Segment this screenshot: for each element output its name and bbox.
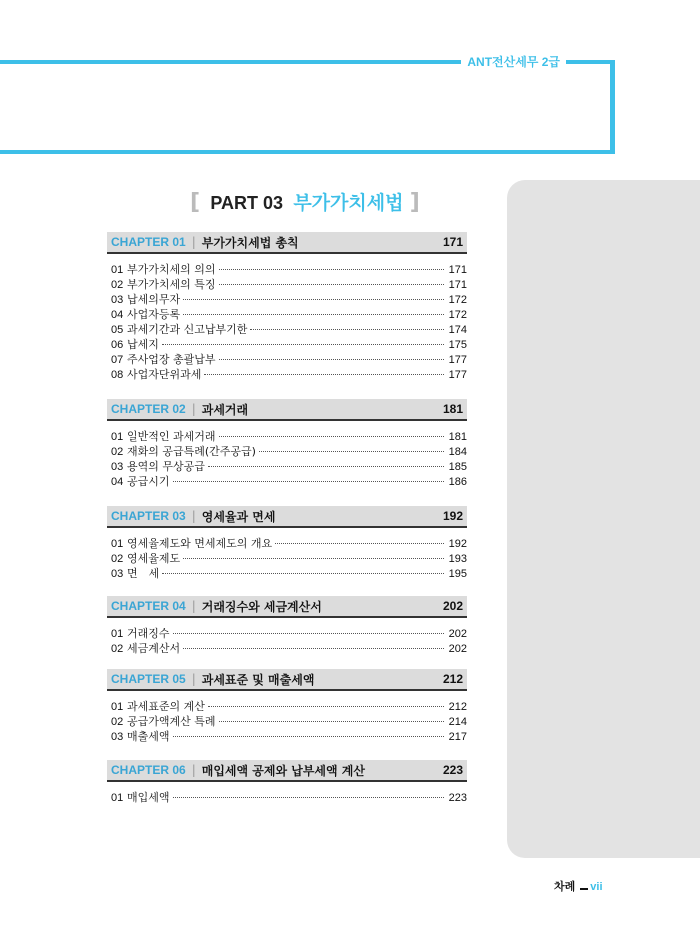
entry-page: 172 [448,294,467,306]
dot-leader [173,481,444,482]
entry-page: 193 [448,553,467,565]
toc-entry[interactable] [107,321,467,336]
footer-label: 차례 [554,880,576,893]
chapter-header[interactable] [107,760,467,782]
entry-page: 171 [448,279,467,291]
entry-number: 01 [111,538,124,550]
dot-leader [173,633,444,634]
chapter-label: CHAPTER 04 [111,599,186,613]
entry-page: 202 [448,628,467,640]
toc-entry[interactable] [107,291,467,306]
entry-page: 212 [448,701,467,713]
chapter-label: CHAPTER 03 [111,509,186,523]
entry-title: 주사업장 총괄납부 [127,353,216,366]
chapter-label: CHAPTER 02 [111,402,186,416]
dot-leader [250,329,444,330]
entry-page: 177 [448,354,467,366]
entry-title: 매출세액 [127,730,170,743]
entry-title: 매입세액 [127,791,170,804]
entry-page: 217 [448,731,467,743]
chapter-page: 171 [442,235,463,249]
part-name: 부가가치세법 [293,192,404,214]
toc-entry[interactable] [107,443,467,458]
entry-title: 부가가치세의 의의 [127,263,216,276]
entry-title: 과세기간과 신고납부기한 [127,323,248,336]
chapter-header[interactable] [107,669,467,691]
chapter-label: CHAPTER 06 [111,763,186,777]
dot-leader [173,797,444,798]
part-label: PART 03 [210,193,284,213]
chapter-separator: | [191,509,196,523]
dot-leader [183,314,444,315]
dot-leader [183,299,444,300]
toc-entry[interactable] [107,473,467,488]
chapter-06 [107,760,467,804]
toc-entry[interactable] [107,261,467,276]
entry-number: 03 [111,461,124,473]
chapter-separator: | [191,672,196,686]
entry-number: 02 [111,553,124,565]
entry-title: 용역의 무상공급 [127,460,205,473]
entry-title: 영세율제도와 면세제도의 개요 [127,537,273,550]
entry-title: 영세율제도 [127,552,181,565]
page-footer [554,878,603,894]
entry-number: 04 [111,309,124,321]
part-title [190,188,420,215]
chapter-separator: | [191,763,196,777]
entry-number: 03 [111,568,124,580]
entry-page: 171 [448,264,467,276]
toc-entry[interactable] [107,640,467,655]
entry-number: 07 [111,354,124,366]
dot-leader [204,374,444,375]
entry-page: 185 [448,461,467,473]
chapter-header[interactable] [107,506,467,528]
dot-leader [219,284,444,285]
entry-number: 06 [111,339,124,351]
toc-entry[interactable] [107,550,467,565]
entry-title: 면 세 [127,567,160,580]
dot-leader [208,466,444,467]
dot-leader [183,648,444,649]
entry-title: 과세표준의 계산 [127,700,205,713]
entry-page: 223 [448,792,467,804]
entry-title: 사업자단위과세 [127,368,202,381]
entry-title: 거래징수 [127,627,170,640]
dot-leader [219,721,444,722]
dot-leader [219,436,444,437]
entry-page: 214 [448,716,467,728]
entry-number: 02 [111,716,124,728]
chapter-page: 223 [442,763,463,777]
dot-leader [275,543,444,544]
entry-page: 184 [448,446,467,458]
entry-title: 납세의무자 [127,293,181,306]
chapter-title: 과세거래 [201,402,249,417]
footer-underscore [580,888,588,890]
chapter-title: 부가가치세법 총칙 [201,235,299,250]
chapter-label: CHAPTER 01 [111,235,186,249]
chapter-05 [107,669,467,743]
entry-page: 202 [448,643,467,655]
chapter-01 [107,232,467,381]
chapter-page: 181 [442,402,463,416]
toc-entry[interactable] [107,458,467,473]
entry-title: 일반적인 과세거래 [127,430,216,443]
bottom-frame-line [0,150,615,154]
toc-entry[interactable] [107,625,467,640]
dot-leader [259,451,444,452]
chapter-label: CHAPTER 05 [111,672,186,686]
dot-leader [162,344,444,345]
chapter-title: 영세율과 면세 [201,509,276,524]
dot-leader [183,558,444,559]
toc-entry[interactable] [107,351,467,366]
toc-entry[interactable] [107,728,467,743]
chapter-header[interactable] [107,596,467,618]
entry-title: 공급시기 [127,475,170,488]
entry-page: 172 [448,309,467,321]
entry-number: 01 [111,792,124,804]
toc-entry[interactable] [107,428,467,443]
toc-entry[interactable] [107,698,467,713]
chapter-header[interactable] [107,399,467,421]
dot-leader [162,573,444,574]
toc-entry[interactable] [107,336,467,351]
toc-entry[interactable] [107,366,467,381]
entry-number: 02 [111,446,124,458]
right-bracket: ] [409,190,420,215]
entry-number: 01 [111,628,124,640]
entry-number: 02 [111,279,124,291]
chapter-title: 매입세액 공제와 납부세액 계산 [201,763,365,778]
entry-number: 02 [111,643,124,655]
entry-title: 부가가치세의 특징 [127,278,216,291]
chapter-separator: | [191,599,196,613]
toc-entry[interactable] [107,789,467,804]
chapter-04 [107,596,467,655]
right-frame-line [610,60,615,154]
entry-number: 03 [111,731,124,743]
entry-page: 195 [448,568,467,580]
dot-leader [208,706,444,707]
entry-number: 01 [111,264,124,276]
entry-page: 192 [448,538,467,550]
entry-page: 186 [448,476,467,488]
chapter-page: 202 [442,599,463,613]
entry-title: 사업자등록 [127,308,181,321]
entry-title: 세금계산서 [127,642,181,655]
toc-entry[interactable] [107,276,467,291]
entry-page: 174 [448,324,467,336]
book-title: ANT전산세무 2급 [461,53,566,70]
chapter-separator: | [191,402,196,416]
dot-leader [219,269,444,270]
entry-title: 공급가액계산 특례 [127,715,216,728]
chapter-title: 거래징수와 세금계산서 [201,599,322,614]
chapter-title: 과세표준 및 매출세액 [201,672,315,687]
side-tab [507,180,700,858]
entry-number: 01 [111,701,124,713]
entry-title: 재화의 공급특례(간주공급) [127,445,256,458]
chapter-03 [107,506,467,580]
toc-entry[interactable] [107,565,467,580]
chapter-page: 212 [442,672,463,686]
dot-leader [219,359,444,360]
toc-entry[interactable] [107,713,467,728]
footer-page-number: vii [590,881,603,893]
chapter-02 [107,399,467,488]
entry-number: 04 [111,476,124,488]
toc-entry[interactable] [107,306,467,321]
chapter-separator: | [191,235,196,249]
left-bracket: [ [190,190,201,215]
chapter-page: 192 [442,509,463,523]
chapter-header[interactable] [107,232,467,254]
entry-number: 03 [111,294,124,306]
entry-number: 08 [111,369,124,381]
entry-title: 납세지 [127,338,159,351]
entry-number: 05 [111,324,124,336]
toc-entry[interactable] [107,535,467,550]
entry-page: 177 [448,369,467,381]
entry-page: 181 [448,431,467,443]
entry-page: 175 [448,339,467,351]
dot-leader [173,736,444,737]
entry-number: 01 [111,431,124,443]
